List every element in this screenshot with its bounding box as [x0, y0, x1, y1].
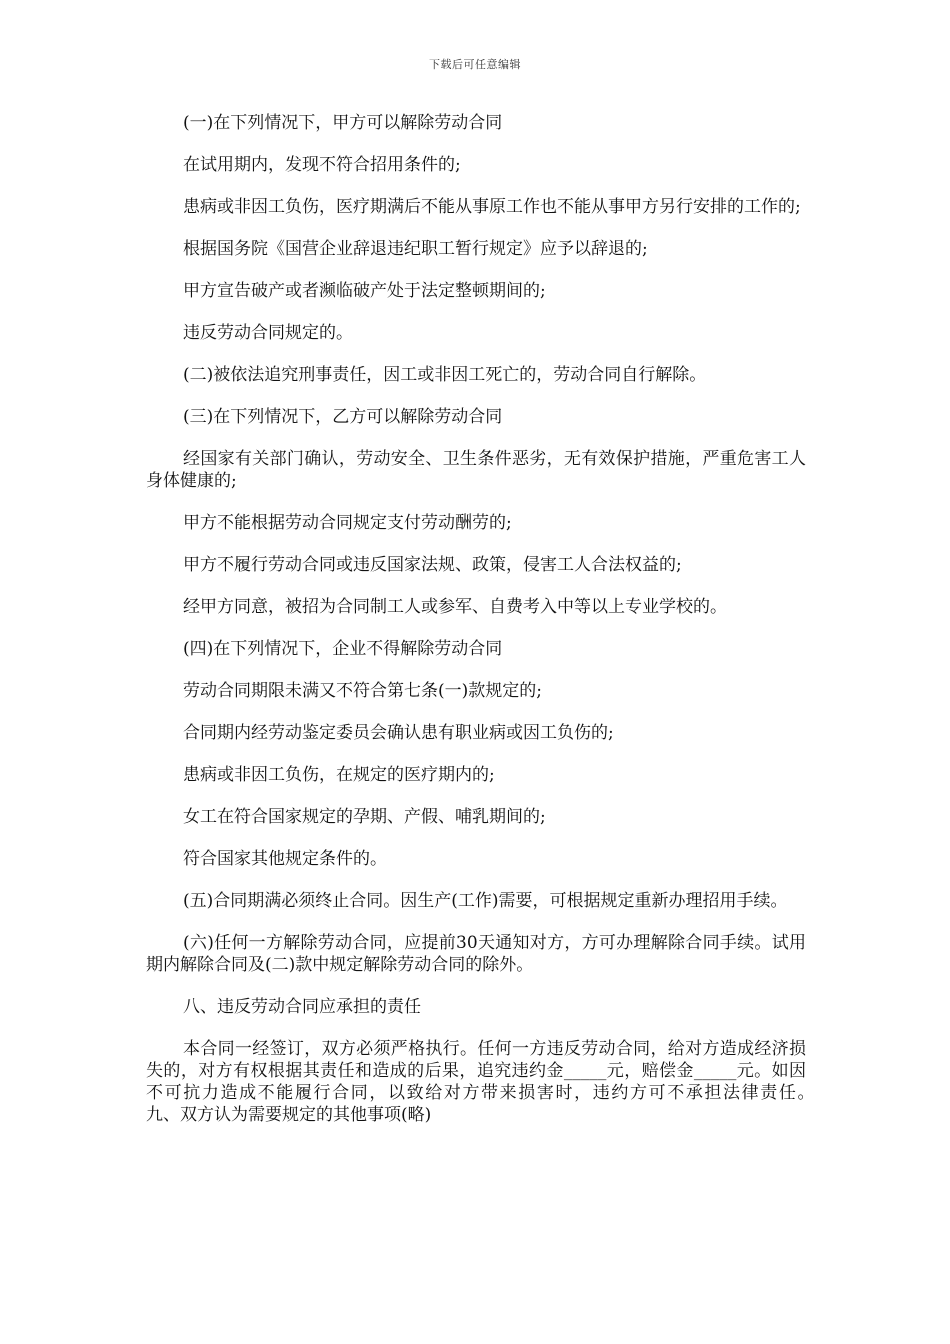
paragraph: 劳动合同期限未满又不符合第七条(一)款规定的; [183, 681, 542, 701]
paragraph: 患病或非因工负伤，医疗期满后不能从事原工作也不能从事甲方另行安排的工作的; [183, 197, 801, 217]
paragraph: 经甲方同意，被招为合同制工人或参军、自费考入中等以上专业学校的。 [183, 597, 727, 617]
paragraph: (四)在下列情况下，企业不得解除劳动合同 [183, 639, 503, 659]
paragraph: 甲方不能根据劳动合同规定支付劳动酬劳的; [183, 513, 512, 533]
paragraph: 合同期内经劳动鉴定委员会确认患有职业病或因工负伤的; [183, 723, 614, 743]
paragraph: 违反劳动合同规定的。 [183, 323, 353, 343]
page-header: 下载后可任意编辑 [429, 58, 521, 71]
paragraph: (二)被依法追究刑事责任，因工或非因工死亡的，劳动合同自行解除。 [183, 365, 707, 385]
paragraph: (三)在下列情况下，乙方可以解除劳动合同 [183, 407, 503, 427]
paragraph: 经国家有关部门确认，劳动安全、卫生条件恶劣，无有效保护措施，严重危害工人身体健康的; [146, 449, 806, 491]
paragraph: 符合国家其他规定条件的。 [183, 849, 387, 869]
document-body [146, 112, 840, 1146]
paragraph: 甲方不履行劳动合同或违反国家法规、政策，侵害工人合法权益的; [183, 555, 682, 575]
paragraph: 在试用期内，发现不符合招用条件的; [183, 155, 461, 175]
paragraph: 患病或非因工负伤，在规定的医疗期内的; [183, 765, 495, 785]
paragraph: (五)合同期满必须终止合同。因生产(工作)需要，可根据规定重新办理招用手续。 [183, 891, 788, 911]
paragraph: (六)任何一方解除劳动合同，应提前30天通知对方，方可办理解除合同手续。试用期内解除合同及(二)款中规定解除劳动合同的除外。 [146, 933, 806, 975]
paragraph: 本合同一经签订，双方必须严格执行。任何一方违反劳动合同，给对方造成经济损失的，对方有权根据其责任和造成的后果，追究违约金_____元，赔偿金_____元。如因不可抗力造成不能履行合同，以致给对方带来损害时，违约方可不承担法律责任。 九、双方认为需要规定的其他事项(略) [146, 1039, 840, 1125]
paragraph: 根据国务院《国营企业辞退违纪职工暂行规定》应予以辞退的; [183, 239, 648, 259]
section-heading: 八、违反劳动合同应承担的责任 [183, 997, 421, 1017]
paragraph: 甲方宣告破产或者濒临破产处于法定整顿期间的; [183, 281, 546, 301]
paragraph: 女工在符合国家规定的孕期、产假、哺乳期间的; [183, 807, 546, 827]
paragraph: (一)在下列情况下，甲方可以解除劳动合同 [183, 113, 503, 133]
